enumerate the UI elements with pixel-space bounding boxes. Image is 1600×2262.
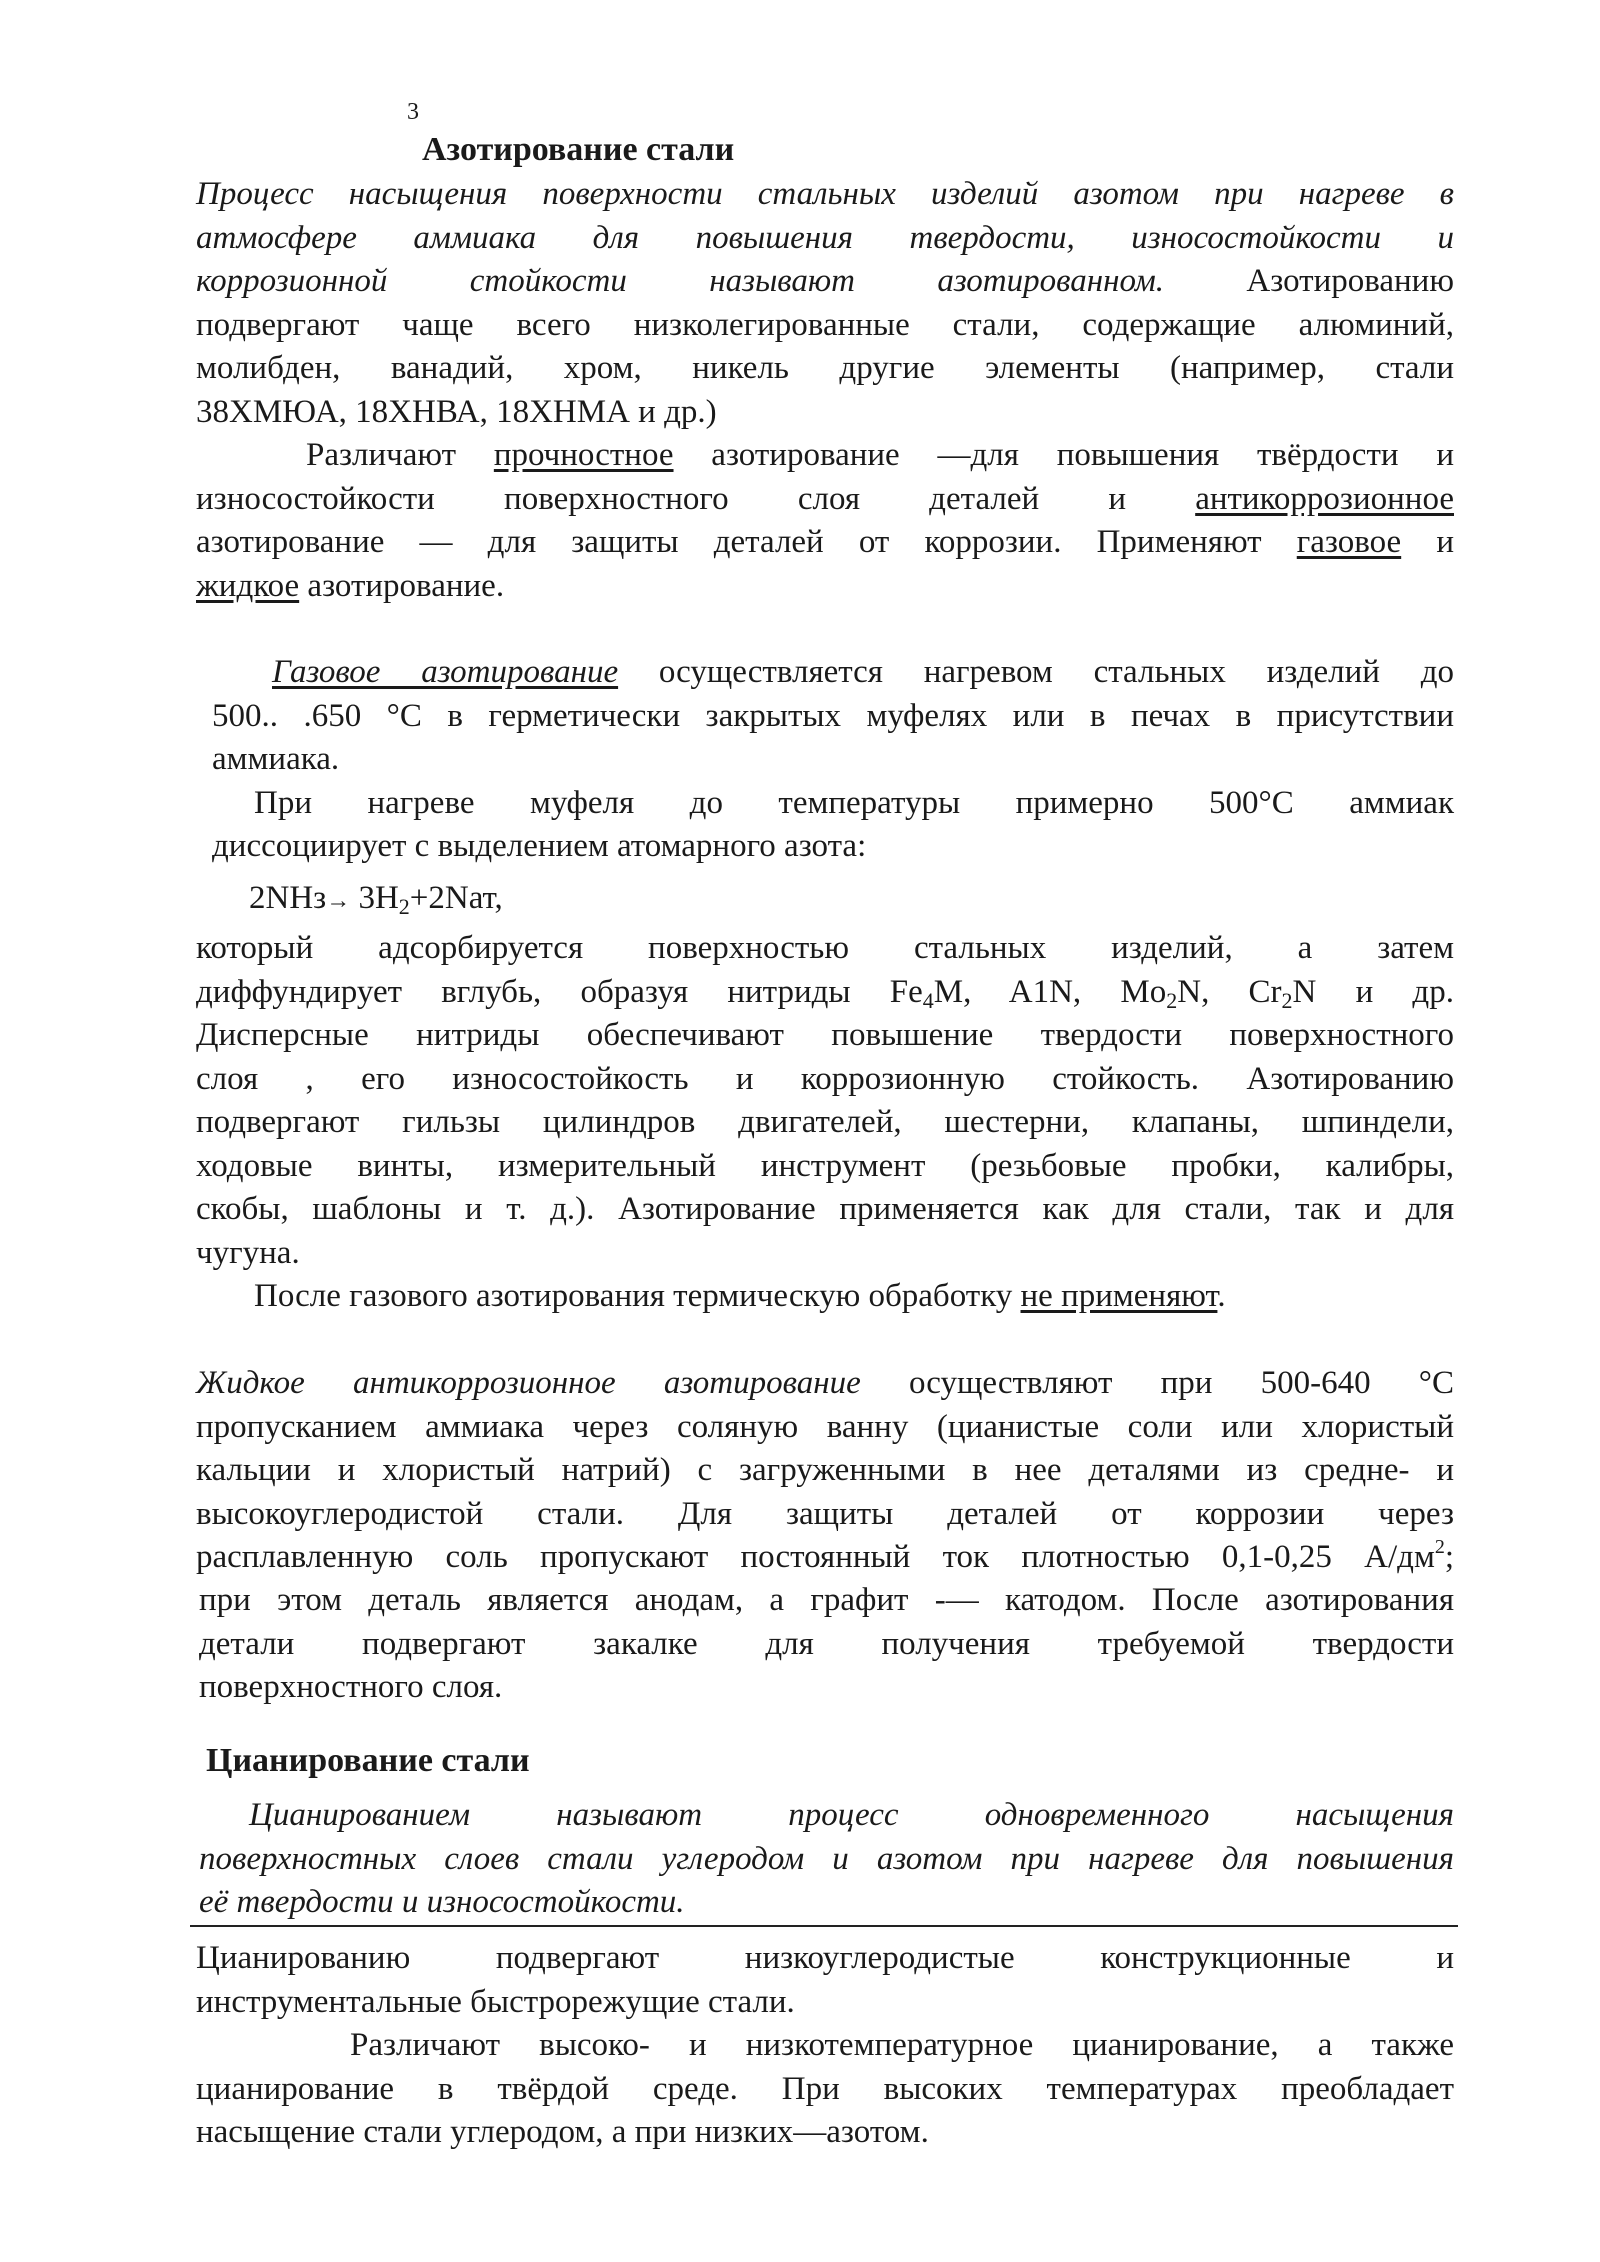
text-fragment: и	[1401, 524, 1454, 560]
text-line: чугуна.	[196, 1234, 300, 1271]
text-line: при этом деталь является анодам, а графит -— катодом. После азотирования	[199, 1582, 1454, 1618]
term-not-applied: не применяют	[1020, 1278, 1218, 1314]
text-fragment: осуществляется нагревом стальных изделий до	[618, 654, 1454, 690]
text-fragment: азотирование.	[299, 567, 505, 604]
text-line: слоя , его износостойкость и коррозионную стойкость. Азотированию	[196, 1060, 1454, 1097]
text-line: ходовые винты, измерительный инструмент (резьбовые пробки, калибры,	[196, 1147, 1454, 1184]
cyaniding-types-paragraph	[196, 2024, 1454, 2155]
nitrides-paragraph: который адсорбируется поверхностью стальных изделий, а затем диффундирует вглубь, образуя нитриды $Fe_4M$, A1N, $Mo_2N$, $Cr_2N$ и др. Дисперсные нитриды обеспечивают повышение твердости поверхностного слоя , его износостойкость и коррозионную стойкость. Азотированию подвергают гильзы цилиндров двигателей, шестерни, клапаны, шпиндели, ходовые винты, измерительный инструмент (резьбовые пробки, калибры, скобы, шаблоны и т. д.). Азотирование применяется как для стали, так и для чугуна. После газового азотирования термическую обработку не применяют.	[196, 927, 1454, 1319]
text-line: подвергают чаще всего низколегированные стали, содержащие алюминий,	[196, 306, 1454, 343]
text-line: высокоуглеродистой стали. Для защиты деталей от коррозии через	[196, 1495, 1454, 1532]
text-line: инструментальные быстрорежущие стали.	[196, 1983, 795, 2020]
text-line: При нагреве муфеля до температуры примерно 500°С аммиак	[254, 784, 1454, 821]
definition-line: Процесс насыщения поверхности стальных изделий азотом при нагреве в	[196, 176, 1454, 212]
cyaniding-materials-paragraph	[196, 1937, 1454, 2024]
term-strength: прочностное	[493, 437, 674, 473]
definition-line: её твердости и износостойкости.	[199, 1884, 685, 1920]
liquid-nitriding-continued	[199, 1579, 1454, 1710]
text-line: Цианированию подвергают низкоуглеродистые конструкционные и	[196, 1940, 1454, 1976]
definition-line: коррозионной стойкости называют азотированном.	[196, 263, 1165, 299]
gas-nitriding-paragraph	[212, 651, 1454, 869]
text-line: детали подвергают закалке для получения требуемой твердости	[199, 1625, 1454, 1662]
reaction-formula: $2NHз\to 3H_2+2Nат$,	[249, 880, 503, 919]
term-gas-nitriding: Газовое азотирование	[272, 654, 619, 690]
page-number: 3	[407, 99, 419, 125]
text-line: подвергают гильзы цилиндров двигателей, шестерни, клапаны, шпиндели,	[196, 1104, 1454, 1140]
liquid-nitriding-paragraph: Жидкое антикоррозионное азотирование осуществляют при 500-640 °С пропусканием аммиака через соляную ванну (цианистые соли или хлористый кальции и хлористый натрий) с загруженными в нее деталями из средне- и высокоуглеродистой стали. Для защиты деталей от коррозии через расплавленную соль пропускают постоянный ток плотностью 0,1-0,25 $А/дм^2$;	[196, 1365, 1454, 1575]
term-anticorrosion: антикоррозионное	[1195, 480, 1454, 517]
text-line: 500.. .650 °С в герметически закрытых муфелях или в печах в присутствии	[212, 697, 1454, 734]
section-title-cyaniding: Цианирование стали	[206, 1742, 530, 1779]
text-line: цианирование в твёрдой среде. При высоких температурах преобладает	[196, 2070, 1454, 2107]
text-fragment: азотирование —для повышения твёрдости и	[673, 437, 1454, 473]
text-line: скобы, шаблоны и т. д.). Азотирование применяется как для стали, так и для	[196, 1191, 1454, 1227]
text-line: кальции и хлористый натрий) с загруженными в нее деталями из средне- и	[196, 1452, 1454, 1488]
term-liquid: жидкое	[196, 567, 300, 604]
text-line: Различают высоко- и низкотемпературное цианирование, а также	[350, 2027, 1454, 2063]
text-fragment: Различают	[306, 437, 494, 473]
text-line: аммиака.	[212, 741, 340, 777]
text-line: диссоциирует с выделением атомарного азота:	[212, 828, 867, 864]
definition-line: поверхностных слоев стали углеродом и азотом при нагреве для повышения	[199, 1840, 1454, 1877]
horizontal-rule	[190, 1925, 1458, 1927]
section-title-nitriding: Азотирование стали	[422, 131, 735, 168]
text-line: который адсорбируется поверхностью стальных изделий, а затем	[196, 930, 1454, 966]
term-liquid-nitriding: Жидкое антикоррозионное азотирование	[196, 1365, 861, 1401]
text-line: пропусканием аммиака через соляную ванну (цианистые соли или хлористый	[196, 1408, 1454, 1445]
nitriding-types-paragraph	[196, 434, 1454, 608]
text-line: Дисперсные нитриды обеспечивают повышение твердости поверхностного	[196, 1017, 1454, 1053]
text-line: насыщение стали углеродом, а при низких—азотом.	[196, 2114, 929, 2150]
text-fragment: износостойкости поверхностного слоя деталей и	[196, 480, 1196, 517]
term-gas: газовое	[1296, 524, 1402, 560]
definition-line: атмосфере аммиака для повышения твердости, износостойкости и	[196, 219, 1454, 256]
definition-line: Цианированием называют процесс одновременного насыщения	[249, 1797, 1454, 1833]
text-fragment: азотирование — для защиты деталей от коррозии. Применяют	[196, 524, 1297, 560]
text-fragment: Азотированию	[1246, 263, 1454, 299]
text-line: 38ХМЮА, 18ХНВА, 18ХНМА и др.)	[196, 393, 717, 430]
arrow-icon: →	[326, 888, 351, 914]
cyaniding-definition	[199, 1794, 1454, 1925]
text-line: поверхностного слоя.	[199, 1669, 503, 1705]
text-line: молибден, ванадий, хром, никель другие элементы (например, стали	[196, 350, 1454, 386]
nitriding-intro-paragraph	[196, 173, 1454, 434]
